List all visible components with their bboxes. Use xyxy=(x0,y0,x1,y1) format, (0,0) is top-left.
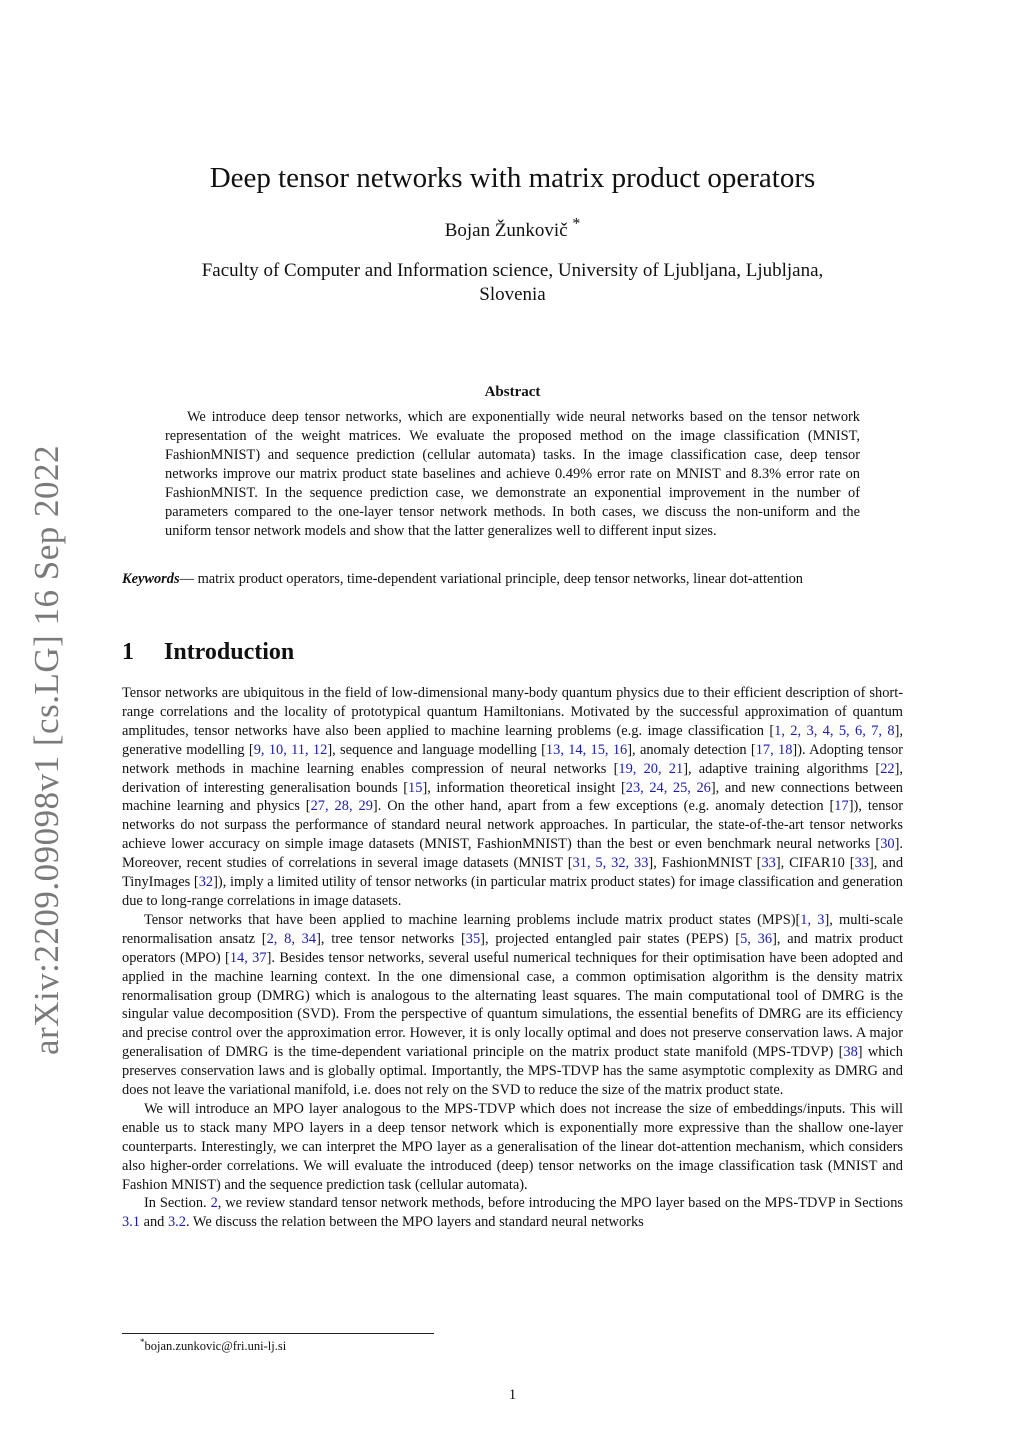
footnote-email: bojan.zunkovic@fri.uni-lj.si xyxy=(144,1339,287,1353)
paper-title: Deep tensor networks with matrix product operators xyxy=(209,162,816,194)
footnote-divider xyxy=(122,1333,434,1334)
citation-link[interactable]: 19, 20, 21 xyxy=(618,760,684,777)
citation-link[interactable]: 2, 8, 34 xyxy=(266,930,317,947)
citation-link[interactable]: 33 xyxy=(854,855,869,872)
author-footnote-mark: * xyxy=(572,215,581,233)
section-heading xyxy=(122,637,903,667)
body-text xyxy=(122,684,903,1232)
citation-link[interactable]: 14, 37 xyxy=(229,949,267,966)
citation-link[interactable]: 17, 18 xyxy=(755,741,793,758)
paragraph-4: In Section. 2, we review standard tensor network methods, before introducing the MPO layer based on the MPS-TDVP in Sections 3.1 and 3.2. We discuss the relation between the MPO layers and standard neural networks xyxy=(122,1195,904,1231)
citation-link[interactable]: 35 xyxy=(465,930,481,947)
page-number: 1 xyxy=(508,1387,517,1403)
author-line xyxy=(122,215,903,243)
section-link[interactable]: 3.1 xyxy=(122,1214,140,1231)
citation-link[interactable]: 13, 14, 15, 16 xyxy=(545,741,628,758)
citation-link[interactable]: 31, 5, 32, 33 xyxy=(572,855,649,872)
section-number: 1 xyxy=(122,639,134,665)
citation-link[interactable]: 1, 2, 3, 4, 5, 6, 7, 8 xyxy=(774,722,895,739)
section-link[interactable]: 3.2 xyxy=(167,1214,186,1231)
keywords-label: Keywords xyxy=(122,571,180,587)
citation-link[interactable]: 15 xyxy=(408,779,423,796)
abstract-heading: Abstract xyxy=(484,384,541,400)
citation-link[interactable]: 27, 28, 29 xyxy=(310,798,373,815)
citation-link[interactable]: 38 xyxy=(843,1044,858,1061)
citation-link[interactable]: 30 xyxy=(880,836,895,853)
paragraph-2: Tensor networks that have been applied to machine learning problems include matrix product states (MPS)[1, 3], multi-scale renormalisation ansatz [2, 8, 34], tree tensor networks [35], projected entangled pair states (PEPS) [5, 36], and matrix product operators (MPO) [14, 37]. Besides tensor networks, several useful numerical techniques for their optimisation have been adopted and applied in the machine learning context. In the one dimensional case, a common optimisation algorithm is the density matrix renormalisation group (DMRG) which is analogous to the alternating least squares. The main computational tool of DMRG is the singular value decomposition (SVD). From the perspective of quantum simulations, the essential benefits of DMRG are its efficiency and precise control over the approximation error. However, it is only locally optimal and does not preserve conservation laws. A major generalisation of DMRG is the time-dependent variational principle on the matrix product state manifold (MPS-TDVP) [38] which preserves conservation laws and is globally optimal. Importantly, the MPS-TDVP has the same asymptotic complexity as DMRG and does not leave the variational manifold, i.e. does not rely on the SVD to reduce the size of the matrix product state. xyxy=(122,911,904,1099)
citation-link[interactable]: 32 xyxy=(198,874,214,891)
footnote-mark: * xyxy=(140,1336,145,1347)
affiliation-line-2: Slovenia xyxy=(479,284,546,305)
section-link[interactable]: 2 xyxy=(210,1195,218,1212)
paragraph-3: We will introduce an MPO layer analogous to the MPS-TDVP which does not increase the size of embeddings/inputs. This will enable us to stack many MPO layers in a deep tensor network which is exponentially more expressive than the shallow one-layer counterparts. Interestingly, we can interpret the MPO layer as a generalisation of the linear dot-attention mechanism, which considers also higher-order correlations. We will evaluate the introduced (deep) tensor networks on the image classification task (MNIST and Fashion MNIST) and the sequence prediction task (cellular automata). xyxy=(122,1100,903,1193)
citation-link[interactable]: 1, 3 xyxy=(800,911,825,928)
affiliation-line-1: Faculty of Computer and Information science, University of Ljubljana, Ljubljana, xyxy=(201,260,824,281)
keywords xyxy=(122,570,903,589)
footnote xyxy=(140,1338,286,1354)
citation-link[interactable]: 17 xyxy=(834,798,849,815)
citation-link[interactable]: 23, 24, 25, 26 xyxy=(625,779,711,796)
citation-link[interactable]: 9, 10, 11, 12 xyxy=(253,741,328,758)
citation-link[interactable]: 22 xyxy=(880,760,895,777)
abstract-text: We introduce deep tensor networks, which are exponentially wide neural networks based on the tensor network representation of the weight matrices. We evaluate the proposed method on the image classification (MNIST, FashionMNIST) and sequence prediction (cellular automata) tasks. In the image classification case, deep tensor networks improve our matrix product state baselines and achieve 0.49% error rate on MNIST and 8.3% error rate on FashionMNIST. In the sequence prediction case, we demonstrate an exponential improvement in the number of parameters compared to the one-layer tensor network methods. In both cases, we discuss the non-uniform and the uniform tensor network models and show that the latter generalizes well to different input sizes. xyxy=(165,409,860,539)
arxiv-stamp-text: arXiv:2209.09098v1 [cs.LG] 16 Sep 2022 xyxy=(27,444,67,1056)
paragraph-1: Tensor networks are ubiquitous in the field of low-dimensional many-body quantum physics due to their efficient description of short-range correlations and the locality of prototypical quantum Hamiltonians. Motivated by the successful approximation of quantum amplitudes, tensor networks have also been applied to machine learning problems (e.g. image classification [1, 2, 3, 4, 5, 6, 7, 8], generative modelling [9, 10, 11, 12], sequence and language modelling [13, 14, 15, 16], anomaly detection [17, 18]). Adopting tensor network methods in machine learning enables compression of neural networks [19, 20, 21], adaptive training algorithms [22], derivation of interesting generalisation bounds [15], information theoretical insight [23, 24, 25, 26], and new connections between machine learning and physics [27, 28, 29]. On the other hand, apart from a few exceptions (e.g. anomaly detection [17]), tensor networks do not surpass the performance of standard neural network approaches. In particular, the state-of-the-art tensor networks achieve lower accuracy on simple image datasets (MNIST, FashionMNIST) than the best or even benchmark neural networks [30]. Moreover, recent studies of correlations in several image datasets (MNIST [31, 5, 32, 33], FashionMNIST [33], CIFAR10 [33], and TinyImages [32]), imply a limited utility of tensor networks (in particular matrix product states) for image classification and generation due to long-range correlations in image datasets. xyxy=(122,685,904,909)
author-name: Bojan Žunkovič xyxy=(444,220,568,241)
citation-link[interactable]: 5, 36 xyxy=(740,930,773,947)
arxiv-side-stamp xyxy=(24,444,70,1056)
section-title: Introduction xyxy=(164,639,295,665)
keywords-text: — matrix product operators, time-dependent variational principle, deep tensor networks, linear dot-attention xyxy=(179,571,803,587)
affiliation xyxy=(122,259,903,307)
citation-link[interactable]: 33 xyxy=(761,855,776,872)
